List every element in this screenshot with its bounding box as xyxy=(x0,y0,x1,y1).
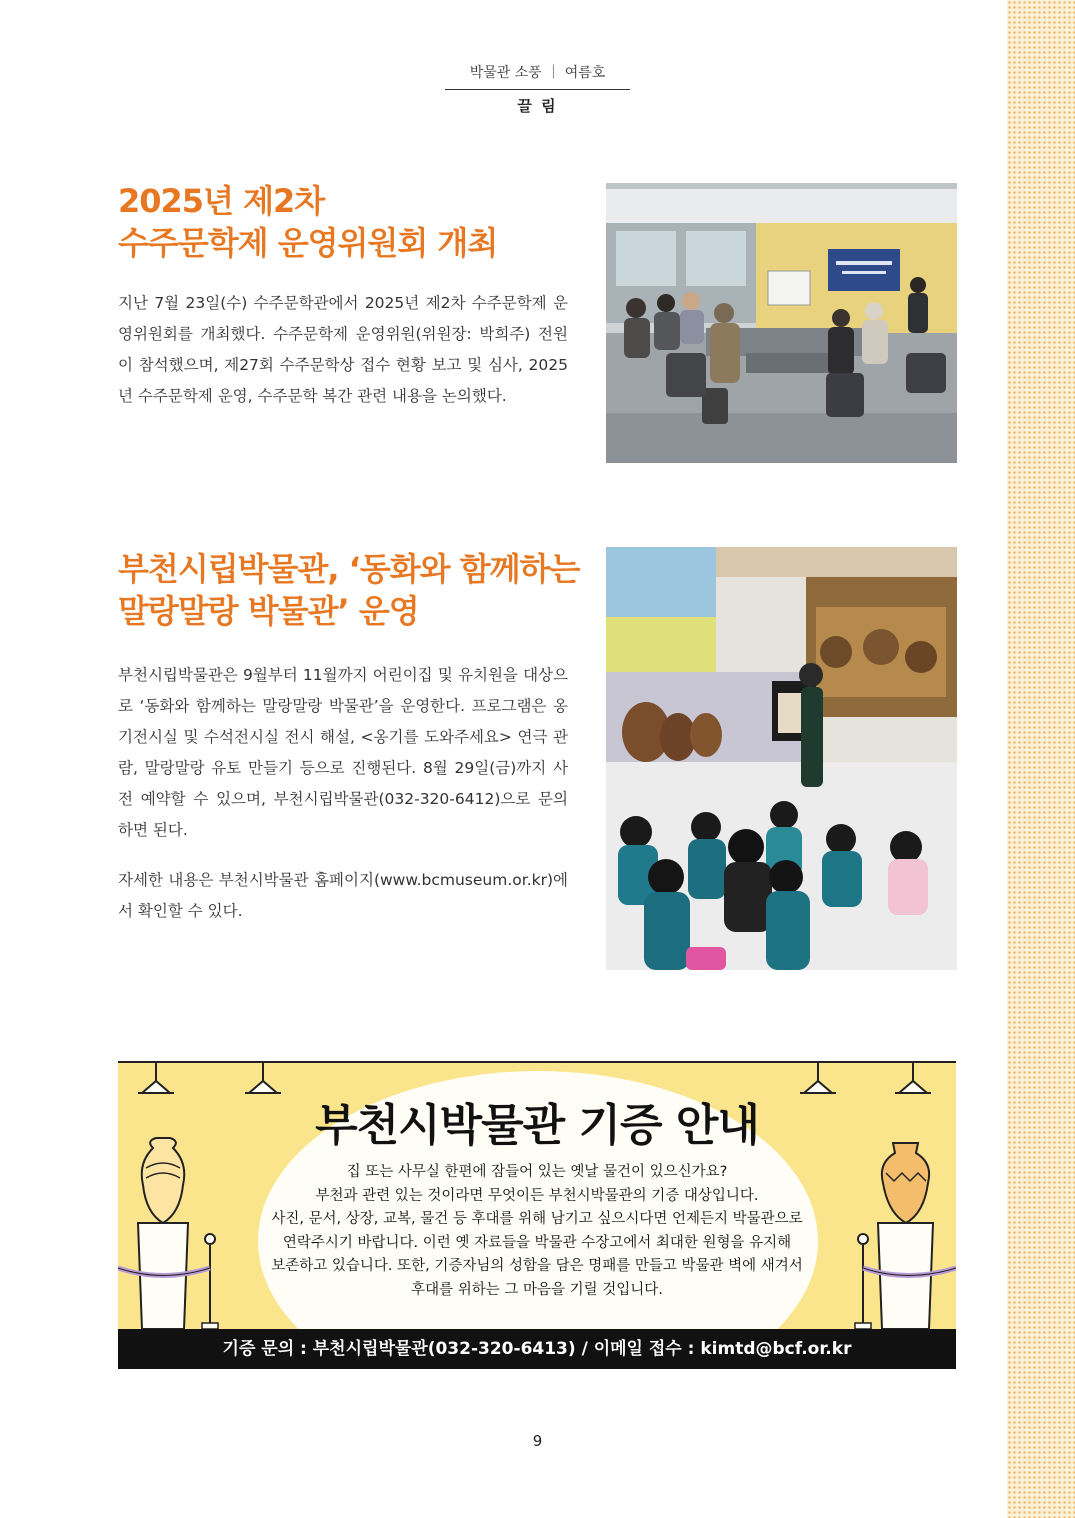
article2-title xyxy=(118,548,579,632)
section-name: 끌 림 xyxy=(517,97,558,115)
article1-body: 지난 7월 23일(수) 수주문학관에서 2025년 제2차 수주문학제 운영위원회를 개최했다. 수주문학제 운영위원(위원장: 박희주) 전원이 참석했으며, 제27회 수주문학상 접수 현황 보고 및 심사, 2025년 수주문학제 운영, 수주문학 복간 관련 내용을 논의했다. xyxy=(118,294,568,405)
donation-contact-bar: 기증 문의 : 부천시립박물관(032-320-6413) / 이메일 접수 : kimtd@bcf.or.kr xyxy=(118,1329,956,1369)
article2-title-line1: 부천시립박물관, ‘동화와 함께하는 xyxy=(118,550,580,588)
donation-line: 후대를 위하는 그 마음을 기릴 것입니다. xyxy=(411,1281,663,1298)
article1-title xyxy=(118,180,497,264)
magazine-name: 박물관 소풍 ｜ 여름호 xyxy=(445,62,630,90)
page-number: 9 xyxy=(532,1432,543,1450)
donation-banner xyxy=(118,1061,956,1369)
article1-title-line2: 수주문학제 운영위원회 개최 xyxy=(118,224,498,262)
page-header xyxy=(445,62,630,116)
donation-line: 부천과 관련 있는 것이라면 무엇이든 부천시박물관의 기증 대상입니다. xyxy=(315,1187,759,1204)
museum-program-photo xyxy=(606,547,957,970)
donation-line: 집 또는 사무실 한편에 잠들어 있는 옛날 물건이 있으신가요? xyxy=(346,1164,728,1180)
donation-line: 연락주시기 바랍니다. 이런 옛 자료들을 박물관 수장고에서 최대한 원형을 유지해 xyxy=(282,1234,792,1251)
meeting-photo xyxy=(606,183,957,463)
decorative-dot-border xyxy=(1007,0,1075,1518)
article1-title-line1: 2025년 제2차 xyxy=(118,182,325,220)
article2-body2: 자세한 내용은 부천시박물관 홈페이지(www.bcmuseum.or.kr)에서 확인할 수 있다. xyxy=(118,871,568,920)
article2-body1: 부천시립박물관은 9월부터 11월까지 어린이집 및 유치원을 대상으로 ‘동화와 함께하는 말랑말랑 박물관’을 운영한다. 프로그램은 옹기전시실 및 수석전시실 전시 해설, <옹기를 도와주세요> 연극 관람, 말랑말랑 유토 만들기 등으로 진행된다. 8월 29일(금)까지 사전 예약할 수 있으며, 부천시립박물관(032-320-6412)으로 문의하면 된다. xyxy=(118,666,568,839)
article2-title-line2: 말랑말랑 박물관’ 운영 xyxy=(118,592,419,630)
donation-title: 부천시박물관 기증 안내 xyxy=(315,1100,759,1151)
donation-line: 보존하고 있습니다. 또한, 기증자님의 성함을 담은 명패를 만들고 박물관 벽에 새겨서 xyxy=(271,1258,803,1274)
donation-body xyxy=(228,1161,846,1302)
donation-line: 사진, 문서, 상장, 교복, 물건 등 후대를 위해 남기고 싶으시다면 언제든지 박물관으로 xyxy=(271,1211,803,1227)
